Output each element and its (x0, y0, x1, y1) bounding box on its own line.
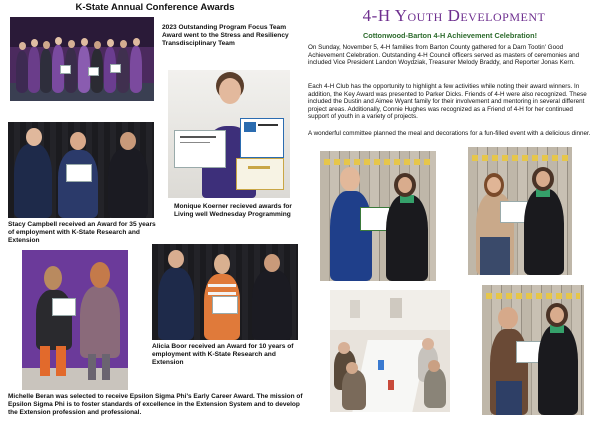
celebration-subheading: Cottonwood-Barton 4-H Achievement Celebration! (362, 31, 538, 40)
paragraph-1: On Sunday, November 5, 4-H families from Barton County gathered for a Darn Tootin' Good Achievement Celebration. Outstanding 4-H Council officers served as masters of ceremonies and included Vice President Landon Woydziak, Treasurer Melody Braddy, and Reporter Jonas Kern. (308, 44, 580, 67)
paragraph-3: A wonderful committee planned the meal and decorations for a fun-filled event with a delicious dinner. (308, 130, 591, 137)
left-heading: K-State Annual Conference Awards (75, 2, 235, 13)
paragraph-2: Each 4-H Club has the opportunity to highlight a few activities while noting their award winners. In addition, the Key Award was presented to Parker Dicks. Friends of 4-H were also recognized. These included the Dustin and Aimee Wyant family for their involvement and mentoring in several different project areas. Additionally, Connie Hughes was recognized as a Friend of 4-H for her continued support of youth in a variety of projects. (308, 83, 587, 121)
alicia-photo (152, 244, 298, 340)
team-award-photo (10, 17, 154, 101)
dinner-photo (330, 290, 450, 412)
monique-photo (168, 70, 290, 198)
michelle-caption: Michelle Beran was selected to receive Epsilon Sigma Phi's Early Career Award. The mission of Epsilon Sigma Phi is to foster standards of excellence in the Extension System and to develop the Extension profession and professional. (8, 393, 303, 416)
stacy-photo (8, 122, 154, 218)
connie-hughes-photo (482, 285, 584, 415)
key-award-photo (320, 151, 436, 281)
monique-caption: Monique Koerner recieved awards for Living well Wednesday Programming (174, 203, 292, 218)
friends-of-4h-photo (468, 147, 572, 275)
youth-development-heading: 4-H Youth Development (362, 6, 546, 25)
stacy-caption: Stacy Campbell received an Award for 35 years of employment with K-State Research and Extension (8, 221, 156, 244)
team-award-caption: 2023 Outstanding Program Focus Team Award went to the Stress and Resiliency Transdisciplinary Team (162, 24, 289, 47)
alicia-caption: Alicia Boor received an Award for 10 years of employment with K-State Research and Extension (152, 343, 294, 366)
michelle-photo (22, 250, 128, 390)
